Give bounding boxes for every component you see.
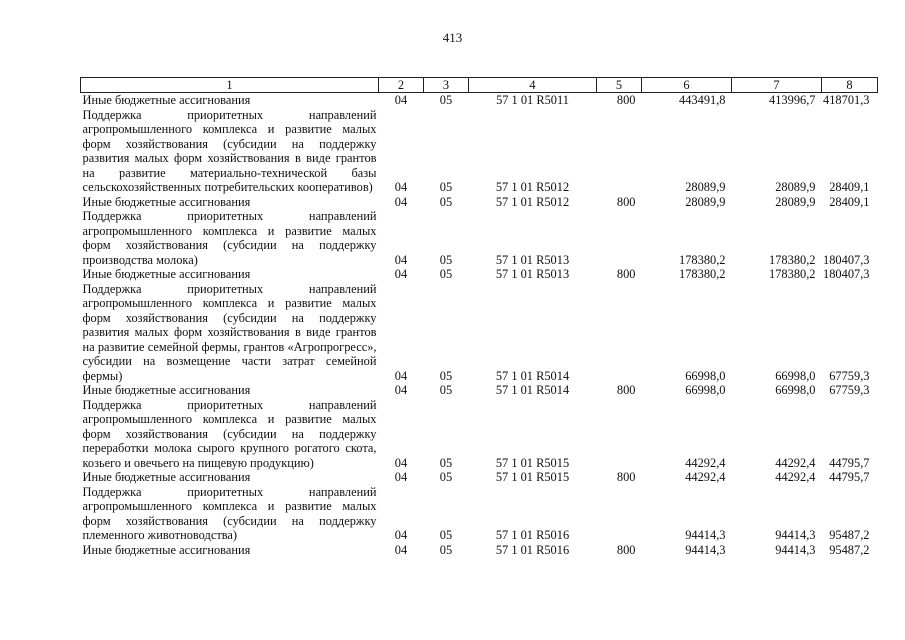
cell-subsection: 05: [439, 470, 453, 484]
cell-amount-year-1: 66998,0: [685, 383, 726, 397]
cell-amount-year-3: 418701,3: [823, 93, 870, 107]
column-header-8: 8: [822, 78, 878, 93]
cell-target-article: 57 1 01 R5016: [495, 528, 570, 542]
cell-amount-year-1: 443491,8: [679, 93, 726, 107]
table-row: [81, 543, 878, 558]
cell-section: 04: [394, 455, 408, 470]
cell-amount-year-3: 180407,3: [823, 267, 870, 281]
cell-expense-type: [597, 398, 642, 471]
cell-subsection: 05: [439, 93, 453, 107]
cell-target-article: 57 1 01 R5016: [495, 542, 570, 557]
cell-section: 04: [394, 194, 408, 209]
cell-amount-year-2: 94414,3: [775, 528, 816, 542]
table-row: [81, 383, 878, 398]
column-header-5: 5: [597, 78, 642, 93]
header-row: [81, 78, 878, 93]
cell-subsection: 05: [439, 180, 453, 194]
table-row: [81, 282, 878, 384]
cell-section: 04: [394, 267, 408, 281]
column-header-1: 1: [81, 78, 379, 93]
cell-amount-year-2: 44292,4: [775, 470, 816, 484]
cell-section: 04: [394, 180, 408, 194]
cell-amount-year-3: 180407,3: [823, 252, 870, 267]
cell-description: Поддержка приоритетных направлений агропромышленного комплекса и развитие малых форм хозяйствования (субсидии на поддержку развития малых форм хозяйствования в виде грантов на развитие семейной фермы, грантов «Агропрогресс», субсидии на возмещение части затрат семейной фермы): [82, 281, 377, 383]
cell-amount-year-2: 66998,0: [775, 383, 816, 397]
cell-description: Поддержка приоритетных направлений агропромышленного комплекса и развитие малых форм хозяйствования (субсидии на поддержку производства молока): [82, 209, 377, 267]
cell-description: Иные бюджетные ассигнования: [82, 542, 251, 557]
cell-amount-year-1: 66998,0: [685, 368, 726, 383]
cell-expense-type: [597, 282, 642, 384]
cell-expense-type: 800: [616, 93, 636, 107]
column-header-3: 3: [424, 78, 469, 93]
cell-amount-year-3: 95487,2: [829, 542, 870, 557]
cell-target-article: 57 1 01 R5013: [495, 267, 570, 281]
cell-target-article: 57 1 01 R5012: [495, 180, 570, 194]
cell-description: Поддержка приоритетных направлений агропромышленного комплекса и развитие малых форм хозяйствования (субсидии на поддержку развития малых форм хозяйствования в виде грантов на развитие материально-технической базы сельскохозяйственных потребительских кооперативов): [82, 107, 377, 194]
cell-expense-type: [597, 108, 642, 195]
cell-section: 04: [394, 383, 408, 397]
cell-subsection: 05: [439, 528, 453, 542]
table-row: [81, 470, 878, 485]
cell-subsection: 05: [439, 542, 453, 557]
table-row: [81, 267, 878, 282]
cell-target-article: 57 1 01 R5015: [495, 455, 570, 470]
cell-amount-year-2: 94414,3: [775, 542, 816, 557]
cell-amount-year-3: 28409,1: [829, 194, 870, 209]
cell-target-article: 57 1 01 R5014: [495, 383, 570, 397]
cell-expense-type: 800: [616, 470, 636, 484]
cell-subsection: 05: [439, 267, 453, 281]
cell-target-article: 57 1 01 R5013: [495, 252, 570, 267]
budget-table: [80, 77, 878, 557]
column-header-7: 7: [732, 78, 822, 93]
cell-section: 04: [394, 252, 408, 267]
cell-description: Поддержка приоритетных направлений агропромышленного комплекса и развитие малых форм хозяйствования (субсидии на поддержку переработки молока сырого крупного рогатого скота, козьего и овечьего на пищевую продукцию): [82, 397, 377, 470]
cell-amount-year-3: 67759,3: [829, 383, 870, 397]
cell-amount-year-1: 178380,2: [679, 252, 726, 267]
cell-amount-year-3: 95487,2: [829, 528, 870, 542]
cell-description: Иные бюджетные ассигнования: [82, 383, 251, 397]
cell-amount-year-1: 28089,9: [685, 180, 726, 194]
cell-expense-type: 800: [616, 194, 636, 209]
cell-subsection: 05: [439, 194, 453, 209]
cell-section: 04: [394, 368, 408, 383]
table-row: [81, 485, 878, 543]
cell-description: Иные бюджетные ассигнования: [82, 194, 251, 209]
cell-amount-year-3: 44795,7: [829, 455, 870, 470]
cell-description: Поддержка приоритетных направлений агропромышленного комплекса и развитие малых форм хозяйствования (субсидии на поддержку племенного животноводства): [82, 484, 377, 542]
page-number: 413: [442, 30, 463, 45]
cell-subsection: 05: [439, 368, 453, 383]
cell-description: Иные бюджетные ассигнования: [82, 470, 251, 484]
cell-amount-year-1: 178380,2: [679, 267, 726, 281]
cell-amount-year-2: 178380,2: [769, 267, 816, 281]
cell-section: 04: [394, 528, 408, 542]
cell-section: 04: [394, 93, 408, 107]
table-row: [81, 209, 878, 267]
cell-amount-year-1: 44292,4: [685, 455, 726, 470]
cell-expense-type: 800: [616, 383, 636, 397]
column-header-4: 4: [469, 78, 597, 93]
cell-amount-year-3: 28409,1: [829, 180, 870, 194]
cell-amount-year-2: 44292,4: [775, 455, 816, 470]
cell-amount-year-1: 94414,3: [685, 542, 726, 557]
cell-expense-type: [597, 209, 642, 267]
table-row: [81, 108, 878, 195]
cell-description: Иные бюджетные ассигнования: [82, 267, 251, 281]
cell-expense-type: 800: [616, 542, 636, 557]
cell-amount-year-2: 66998,0: [775, 368, 816, 383]
table-row: [81, 398, 878, 471]
cell-expense-type: 800: [616, 267, 636, 281]
table-header: [81, 78, 878, 93]
cell-target-article: 57 1 01 R5015: [495, 470, 570, 484]
cell-target-article: 57 1 01 R5012: [495, 194, 570, 209]
cell-amount-year-2: 28089,9: [775, 194, 816, 209]
cell-amount-year-2: 413996,7: [769, 93, 816, 107]
cell-subsection: 05: [439, 455, 453, 470]
cell-expense-type: [597, 485, 642, 543]
table-row: [81, 93, 878, 108]
cell-amount-year-1: 44292,4: [685, 470, 726, 484]
cell-target-article: 57 1 01 R5011: [496, 93, 569, 107]
table-row: [81, 195, 878, 210]
table-body: [81, 93, 878, 558]
cell-amount-year-3: 44795,7: [829, 470, 870, 484]
cell-section: 04: [394, 542, 408, 557]
cell-amount-year-1: 28089,9: [685, 194, 726, 209]
cell-section: 04: [394, 470, 408, 484]
cell-amount-year-3: 67759,3: [829, 368, 870, 383]
cell-amount-year-1: 94414,3: [685, 528, 726, 542]
column-header-6: 6: [642, 78, 732, 93]
cell-subsection: 05: [439, 383, 453, 397]
cell-amount-year-2: 28089,9: [775, 180, 816, 194]
cell-description: Иные бюджетные ассигнования: [82, 93, 251, 107]
cell-subsection: 05: [439, 252, 453, 267]
cell-amount-year-2: 178380,2: [769, 252, 816, 267]
column-header-2: 2: [379, 78, 424, 93]
cell-target-article: 57 1 01 R5014: [495, 368, 570, 383]
